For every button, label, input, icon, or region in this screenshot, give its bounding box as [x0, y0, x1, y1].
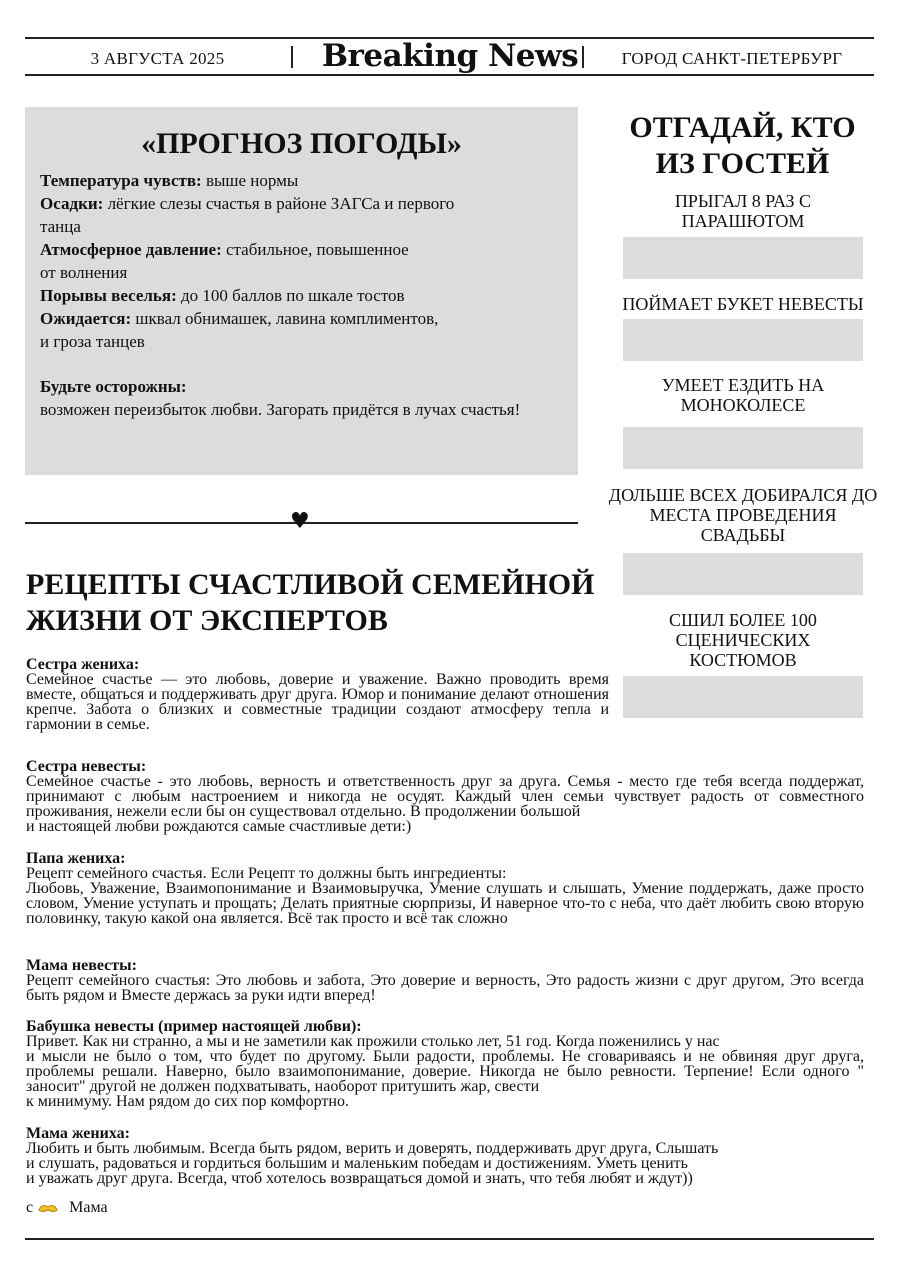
recipe-text: Семейное счастье — это любовь, доверие и уважение. Важно проводить время вместе, общаться и поддерживать друг друга. Юмор и понимание делают отношения крепче. Забота о близких и совместные традиции создают атмосферу тепла и гармонии в семье. [26, 671, 609, 733]
recipe-author: Сестра невесты: [26, 758, 147, 775]
recipe-author: Бабушка невесты (пример настоящей любви): [26, 1018, 362, 1035]
recipe-entry [26, 958, 864, 1003]
weather-line: Атмосферное давление: стабильное, повышенное от волнения [40, 240, 409, 282]
guess-answer-box[interactable] [623, 237, 863, 279]
weather-warning-text: возможен переизбыток любви. Загорать придётся в лучах счастья! [40, 400, 521, 419]
signature-prefix: с [26, 1199, 34, 1216]
recipe-author: Мама жениха: [26, 1125, 130, 1142]
guess-prompt: ДОЛЬШЕ ВСЕХ ДОБИРАЛСЯ ДО МЕСТА ПРОВЕДЕНИЯ СВАДЬБЫ [608, 485, 878, 545]
weather-title: «ПРОГНОЗ ПОГОДЫ» [141, 127, 462, 160]
page-bottom-rule [25, 1238, 874, 1240]
newspaper-title: Breaking News [321, 38, 579, 74]
weather-line: Порывы веселья: до 100 баллов по шкале тостов [40, 286, 405, 305]
masthead-separator-left [291, 46, 293, 68]
recipe-entry [26, 759, 864, 834]
weather-line: Температура чувств: выше нормы [40, 171, 299, 190]
recipe-author: Папа жениха: [26, 850, 126, 867]
heart-icon: ♥ [290, 509, 310, 534]
recipe-text: Любить и быть любимым. Всегда быть рядом, верить и доверять, поддерживать друг друга, Слышать и слушать, радоваться и гордиться большим и маленьким победам и достижениям. Уметь ценить и уважать друг друга. Всегда, чтоб хотелось возвращаться домой и знать, что тебя любят и ждут)) [26, 1140, 719, 1187]
guess-title: ОТГАДАЙ, КТО ИЗ ГОСТЕЙ [629, 111, 856, 180]
recipe-text: Семейное счастье - это любовь, верность и ответственность друг за друга. Семья - место где тебя всегда поддержат, принимают с любым настроением и никогда не осудят. Каждый член семьи чувствует радость от совместного проживания, нежели если бы он существовал отдельно. В продолжении большой и настоящей любви рождаются самые счастливые дети:) [26, 773, 864, 835]
weather-warning [40, 375, 540, 421]
guess-prompt: СШИЛ БОЛЕЕ 100 СЦЕНИЧЕСКИХ КОСТЮМОВ [669, 610, 817, 670]
recipe-author: Сестра жениха: [26, 656, 140, 673]
guess-prompt: ПРЫГАЛ 8 РАЗ С ПАРАШЮТОМ [674, 191, 812, 231]
guess-prompt: УМЕЕТ ЕЗДИТЬ НА МОНОКОЛЕСЕ [661, 375, 825, 415]
issue-date: 3 АВГУСТА 2025 [90, 49, 225, 68]
weather-forecast-box [25, 107, 578, 475]
masthead-separator-right [582, 46, 584, 68]
recipe-text: Рецепт семейного счастья: Это любовь и забота, Это доверие и верность, Это радость жизни с друг другом, Это всегда быть рядом и Вместе держась за руки идти вперед! [26, 972, 864, 1004]
recipe-entry [26, 1126, 864, 1186]
recipe-entry [26, 1019, 864, 1109]
hugging-hands-icon [37, 1201, 59, 1215]
recipes-title: РЕЦЕПТЫ СЧАСТЛИВОЙ СЕМЕЙНОЙ ЖИЗНИ ОТ ЭКСПЕРТОВ [26, 568, 595, 637]
recipe-entry [26, 851, 864, 926]
weather-warning-label: Будьте осторожны: [40, 377, 187, 396]
recipe-author: Мама невесты: [26, 957, 137, 974]
masthead-bottom-rule [25, 74, 874, 76]
guess-answer-box[interactable] [623, 427, 863, 469]
issue-city: ГОРОД САНКТ-ПЕТЕРБУРГ [621, 49, 843, 68]
guess-prompt: ПОЙМАЕТ БУКЕТ НЕВЕСТЫ [622, 294, 864, 314]
guess-answer-box[interactable] [623, 319, 863, 361]
signature [26, 1199, 108, 1217]
signature-name: Мама [69, 1199, 108, 1216]
weather-line: Ожидается: шквал обнимашек, лавина комплиментов, и гроза танцев [40, 309, 439, 351]
recipe-text: Привет. Как ни странно, а мы и не заметили как прожили столько лет, 51 год. Когда поженились у нас и мысли не было о том, что будет по другому. Были радости, проблемы. Не сговариваясь и не обвиняя друг друга, проблемы решали. Наверно, было взаимопонимание, доверие. Никогда не было ревности. Терпение! Если одного " заносит" другой не должен подхватывать, наоборот притушить жар, свести к минимуму. Нам рядом до сих пор комфортно. [26, 1033, 864, 1110]
recipe-text: Рецепт семейного счастья. Если Рецепт то должны быть ингредиенты: Любовь, Уважение, Взаимопонимание и Взаимовыручка, Умение слушать и слышать, Умение поддержать, даже просто словом, Умение уступать и прощать; Делать приятные сюрпризы, И наверное что-то с неба, что даёт любить свою вторую половинку, такую какой она является. Всё так просто и всё так сложно [26, 865, 864, 927]
recipe-entry [26, 657, 609, 732]
guess-answer-box[interactable] [623, 553, 863, 595]
weather-lines [40, 169, 545, 353]
guess-answer-box[interactable] [623, 676, 863, 718]
weather-line: Осадки: лёгкие слезы счастья в районе ЗАГСа и первого танца [40, 194, 455, 236]
